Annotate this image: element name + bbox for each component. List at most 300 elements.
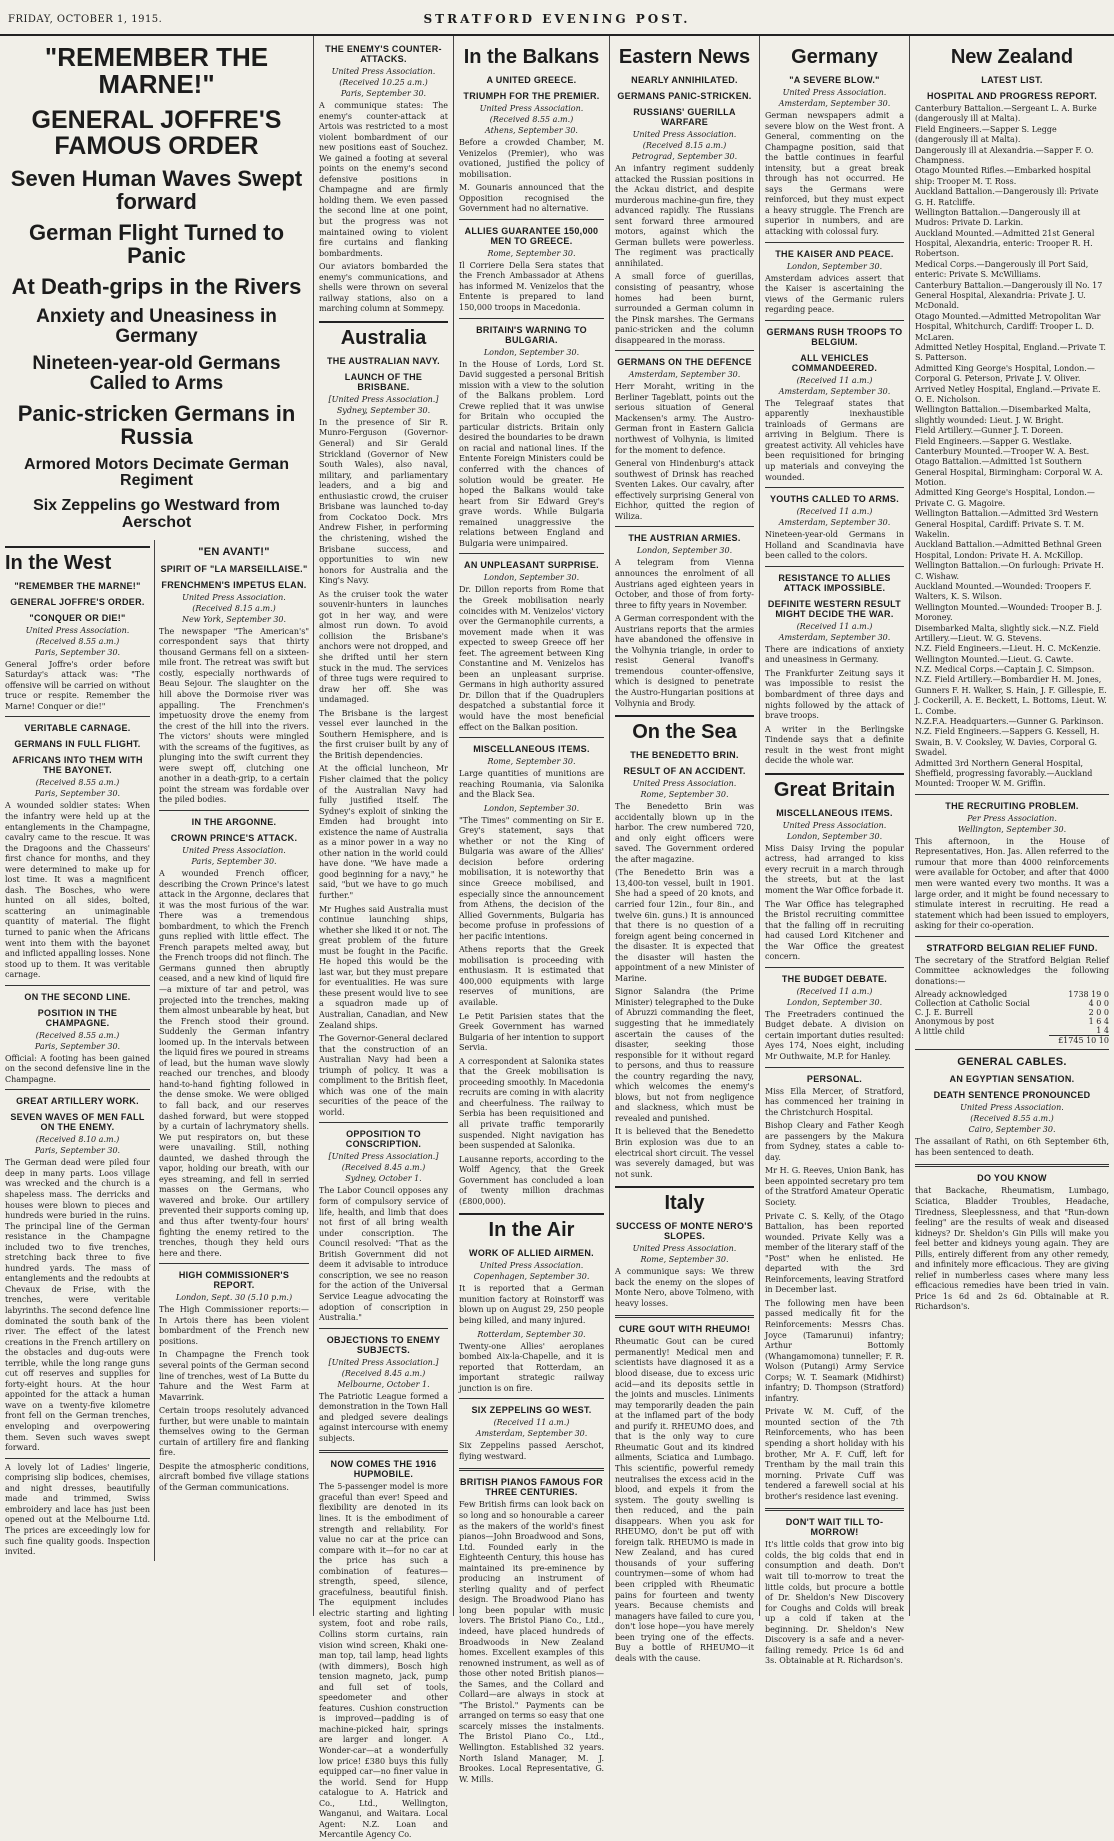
divider bbox=[459, 1398, 604, 1399]
received-line: (Received 11 a.m.) bbox=[796, 621, 873, 631]
divider bbox=[159, 810, 309, 811]
dateline: London, September 30. bbox=[483, 573, 580, 583]
divider bbox=[459, 318, 604, 319]
article-paragraph: A German correspondent with the Austrians reports that the armies have abandoned the offensive in the Volhynia triangle, in order to resist General Ivanoff's tremendous counter-offensive, which is designed to penetrate the Austro-Hungarian positions at Volhynia and Brody. bbox=[615, 614, 754, 708]
article-heading: STRATFORD BELGIAN RELIEF FUND. bbox=[926, 942, 1098, 953]
article-heading: FRENCHMEN'S IMPETUS ELAN. bbox=[161, 579, 307, 590]
list-item: Admitted Netley Hospital, England.—Private T. S. Patterson. bbox=[915, 342, 1106, 363]
dateline: Amsterdam, September 30. bbox=[778, 99, 891, 108]
divider bbox=[765, 242, 904, 243]
headline-armored-motors: Armored Motors Decimate German Regiment bbox=[24, 455, 289, 490]
article-heading: THE ENEMY'S COUNTER-ATTACKS. bbox=[325, 44, 442, 64]
list-item: Admitted 3rd Northern General Hospital, Sheffield, progressing favorably.—Auckland Mounted: Trooper W. M. Griffin. bbox=[915, 758, 1093, 789]
article-paragraph: The assailant of Rathi, on 6th September 6th, has been sentenced to death. bbox=[915, 1137, 1109, 1157]
divider bbox=[459, 219, 604, 220]
section-australia: Australia bbox=[319, 321, 448, 350]
dateline: Wellington, September 30. bbox=[957, 824, 1067, 834]
divider bbox=[915, 794, 1109, 795]
divider bbox=[319, 1328, 448, 1329]
dateline: Rotterdam, September 30. bbox=[477, 1329, 586, 1339]
article-paragraph: Miss Ella Mercer, of Stratford, has commenced her training in the Christchurch Hospital. bbox=[765, 1086, 904, 1117]
article-paragraph: A small force of guerillas, consisting of peasantry, whose homes had been burnt, surrounded a German column in the Pinsk marshes. The Germans panic-stricken and the column disappeared in the morass. bbox=[615, 272, 754, 345]
list-item: Otago Mounted Rifles.—Embarked hospital ship: Trooper M. T. Ross. bbox=[915, 166, 1091, 186]
list-item: Auckland Mounted.—Wounded: Troopers F. Walters, K. S. Wilson. bbox=[915, 581, 1092, 602]
article-paragraph: Signor Salandra (the Prime Minister) telegraphed to the Duke of Abruzzi commanding the fleet, suggesting that he immediately ascertain the causes of the disaster, seeking those responsible for it without regard to persons, and thus to reassure the country regarding the navy, which welcomes the enemy's blows, but not from negligence and slackness, which must be revealed and punished. bbox=[615, 987, 754, 1123]
dateline: Amsterdam, September 30. bbox=[475, 1429, 588, 1439]
article-paragraph: A telegram from Vienna announces the enrolment of all Austrians aged eighteen years in October, and those of from forty-three to fifty years in November. bbox=[615, 558, 754, 610]
article-paragraph: Despite the atmospheric conditions, aircraft bombed five village stations of the German communications. bbox=[159, 1461, 309, 1492]
divider bbox=[5, 1089, 150, 1090]
divider bbox=[459, 1468, 604, 1471]
section-italy: Italy bbox=[615, 1186, 754, 1215]
article-paragraph: A communique says: We threw back the enemy on the slopes of Monte Nero, above Tolmeno, with heavy losses. bbox=[615, 1267, 754, 1308]
column-3 bbox=[454, 36, 610, 1784]
article-heading: LATEST LIST. bbox=[981, 75, 1043, 85]
article-heading: MISCELLANEOUS ITEMS. bbox=[776, 807, 893, 818]
received-line: (Received 8.55 a.m.) bbox=[489, 115, 574, 124]
article-paragraph: Le Petit Parisien states that the Greek Government has warned Bulgaria of her intention to support Servia. bbox=[459, 1011, 604, 1053]
dateline: Cairo, September 30. bbox=[968, 1125, 1056, 1135]
source-line: United Press Association. bbox=[182, 592, 286, 602]
article-paragraph: The Freetraders continued the Budget debate. A division on certain important duties resulted: Ayes 174, Noes eight, including Mr Outhwaite, M.P. for Hanley. bbox=[765, 1009, 904, 1061]
list-item: Canterbury Battalion.—Sergeant L. A. Burke (dangerously ill at Malta). bbox=[915, 104, 1097, 124]
article-paragraph: As the cruiser took the water souvenir-hunters in launches got in her way, and were almost run down. To avoid collision the Brisbane's anchors were not dropped, and she drifted until her stern stuck in the mud. The services of three tugs were required to draw her off. She was undamaged. bbox=[319, 589, 448, 705]
dateline: Rome, September 30. bbox=[487, 248, 576, 258]
article-heading: AN EGYPTIAN SENSATION. bbox=[949, 1074, 1075, 1085]
source-line: [United Press Association.] bbox=[328, 394, 439, 404]
donation-amount: 1 6 4 bbox=[1088, 1017, 1109, 1027]
list-item: Dangerously ill at Alexandria.—Sapper F. O. Champness. bbox=[915, 145, 1094, 165]
article-paragraph: The War Office has telegraphed the Bristol recruiting committee that the falling off in recruiting had caused Lord Kitchener and the War Office the greatest concern. bbox=[765, 899, 904, 962]
headline-nineteen-year-old: Nineteen-year-old Germans Called to Arms bbox=[32, 353, 281, 395]
rheumo-advert-heading: CURE GOUT WITH RHEUMO! bbox=[618, 1324, 751, 1335]
list-item: Auckland Mounted.—Admitted 21st General Hospital, Alexandria, enteric: Trooper R. H. Robertson. bbox=[915, 228, 1095, 259]
list-item: Canterbury Mounted.—Trooper W. A. Best. bbox=[915, 446, 1090, 456]
list-item: Otago Mounted.—Admitted Metropolitan War Hospital, Whitchurch, Cardiff: Trooper L. D. McLaren. bbox=[915, 311, 1101, 342]
source-line: United Press Association. bbox=[632, 130, 737, 139]
headline-german-flight: German Flight Turned to Panic bbox=[28, 220, 285, 269]
dateline: Amsterdam, September 30. bbox=[778, 386, 891, 396]
article-paragraph: Bishop Cleary and Father Keogh are passengers by the Makura from Sydney, states a cable to-day. bbox=[765, 1121, 904, 1162]
headline-remember-marne: "REMEMBER THE MARNE!" bbox=[44, 42, 269, 100]
column-5 bbox=[760, 36, 910, 1666]
article-heading: THE BUDGET DEBATE. bbox=[781, 973, 888, 984]
article-paragraph: Miss Daisy Irving the popular actress, had arranged to kiss every recruit in a march through the streets, but at the last moment the War Office forbade it. bbox=[765, 843, 904, 895]
source-line: United Press Association. bbox=[782, 88, 887, 97]
source-line: United Press Association. bbox=[782, 820, 887, 830]
article-paragraph: Dr. Dillon reports from Rome that the Greek mobilisation nearly coincides with M. Venizelos' victory over the Germanophile currents, a movement made when it was expected to sweep Greece off her feet. The agreement between King Constantine and M. Venizelos has been an unpleasant surprise. Germans in high authority assured Dr. Dillon that if the Quadruplers despatched a substantial force it would have the most beneficial effect on the Balkan position. bbox=[459, 585, 604, 732]
list-item: N.Z. Field Engineers.—Sappers G. Kessell, H. Swain, B. V. Cooksley, W. Davies, Corporal G. Swadel. bbox=[915, 727, 1100, 758]
article-heading: ALLIES GUARANTEE 150,000 MEN TO GREECE. bbox=[464, 225, 599, 246]
article-paragraph: The Benedetto Brin was accidentally blown up in the harbor. The crew numbered 720, and only eight officers were saved. The Government ordered the after magazine. bbox=[615, 802, 754, 864]
article-heading: RUSSIANS' GUERILLA WARFARE bbox=[633, 107, 736, 127]
dateline: Sydney, September 30. bbox=[336, 405, 431, 415]
column-1 bbox=[0, 36, 314, 1616]
article-paragraph: German newspapers admit a severe blow on the West front. A General, commenting on the Champagne position, said that the battle continues in fearful intensity, but a great break through has not occurred. He says the Germans were reinforced, but they must expect a heavy struggle. The French are superior in numbers, and are attacking with colossal fury. bbox=[765, 111, 904, 237]
divider bbox=[319, 1450, 448, 1453]
article-heading: RESISTANCE TO ALLIES ATTACK IMPOSSIBLE. bbox=[778, 572, 891, 593]
donor-name: A little child bbox=[915, 1026, 965, 1036]
table-row bbox=[915, 999, 1109, 1008]
article-paragraph: It is believed that the Benedetto Brin explosion was due to an electrical short circuit. The vessel was severely damaged, but was not sunk. bbox=[615, 1127, 754, 1179]
gin-pills-advert-heading: DO YOU KNOW bbox=[977, 1173, 1047, 1184]
divider bbox=[765, 320, 904, 321]
article-heading: GERMANS PANIC-STRICKEN. bbox=[617, 91, 752, 101]
dateline: London, September 30. bbox=[786, 997, 883, 1007]
article-paragraph: Six Zeppelins passed Aerschot, flying westward. bbox=[459, 1441, 604, 1461]
dateline: Paris, September 30. bbox=[34, 647, 121, 657]
list-item: N.Z. Medical Corps.—Captain J. C. Simpson. bbox=[915, 665, 1095, 675]
article-heading: THE BENEDETTO BRIN. bbox=[630, 750, 739, 761]
article-paragraph: Large quantities of munitions are reaching Roumania, via Salonika and the Black Sea. bbox=[459, 769, 604, 800]
dateline: Paris, September 30. bbox=[191, 856, 277, 866]
column-2 bbox=[314, 36, 454, 1840]
article-paragraph: A wounded soldier states: When the infantry were held up at the entanglements in the Champagne, cavalry came to the rescue. It was the Dragoons and the Chasseurs' first chance for months, and they were determined to make up for lost time. It was a magnificent dash. The Bosches, who were hunted on all sides, bolted, scattering an unimaginable quantity of material. The flight turned to panic when the Africans went into them with the bayonet and inflicted appalling losses. None stood up to them. It was veritable carnage. bbox=[5, 801, 150, 980]
article-paragraph: Mr H. G. Reeves, Union Bank, has been appointed secretary pro tem of the Stratford Amateur Operatic Society. bbox=[765, 1166, 904, 1207]
received-line: (Received 8.45 a.m.) bbox=[341, 1368, 426, 1378]
column-4 bbox=[610, 36, 760, 1663]
divider bbox=[459, 737, 604, 738]
received-line: (Received 8.55 a.m.) bbox=[35, 636, 120, 646]
received-line: (Received 11 a.m.) bbox=[796, 986, 873, 996]
article-heading: GERMANS ON THE DEFENCE bbox=[617, 357, 752, 368]
received-line: (Received 8.55 a.m.) bbox=[970, 1114, 1054, 1124]
received-line: (Received 10.25 a.m.) bbox=[339, 78, 428, 87]
article-heading: "CONQUER OR DIE!" bbox=[29, 612, 126, 623]
section-eastern-news: Eastern News bbox=[618, 46, 751, 68]
article-heading: "REMEMBER THE MARNE!" bbox=[14, 580, 141, 591]
dateline: London, September 30. bbox=[483, 803, 580, 813]
article-paragraph: A correspondent at Salonika states that the Greek mobilisation is proceeding smoothly. In Macedonia recruits are coming in with alacrity and cheerfulness. The railway to Serbia has been requisitioned and all private traffic temporarily suspended. Night navigation has been suspended at Salonika. bbox=[459, 1056, 604, 1151]
received-line: (Received 8.55 a.m.) bbox=[35, 1030, 120, 1040]
article-paragraph: It is reported that a German munition factory at Roinstorff was blown up on August 29, 250 people being killed, and many injured. bbox=[459, 1284, 604, 1326]
source-line: United Press Association. bbox=[960, 1103, 1064, 1113]
dateline: London, Sept. 30 (5.10 p.m.) bbox=[175, 1293, 293, 1303]
hupmobile-advert: The 5-passenger model is more graceful than ever! Speed and flexibility are denoted in its lines. It is the embodiment of strength and reliability. For value no car at the price can compare with it—for no car at the price has such a combination of features—strength, speed, silence, gracefulness, beautiful finish. The equipment includes electric starting and lighting system, foot and robe rails, Collins storm curtains, rain vision wind screen, Khaki one-man top, tail lamp, head lights (with dimmers), Bosch high tension magneto, jack, pump and full set of tools, speedometer and other features. Cushion construction is improved—padding is of machine-picked hair, springs are larger and longer. A Wonder-car—at a wonderfully low price! £380 buys this fully equipped car—no finer value in the world. Send for Hupp catalogue to A. Hatrick and Co., Ltd., Wellington, Wanganui, and Waitara. Local Agent: N.Z. Loan and Mercantile Agency Co. bbox=[319, 1482, 448, 1840]
dateline: Paris, September 30. bbox=[34, 789, 121, 799]
list-item: Otago Battalion.—Admitted 1st Southern General Hospital, Birmingham: Corporal W. A. Motion. bbox=[915, 457, 1103, 488]
divider bbox=[5, 985, 150, 986]
article-heading: AN UNPLEASANT SURPRISE. bbox=[464, 560, 599, 571]
casualty-list bbox=[915, 104, 1109, 790]
section-germany: Germany bbox=[791, 46, 878, 68]
article-paragraph: There are indications of anxiety and uneasiness in Germany. bbox=[765, 644, 904, 665]
donor-name: Anonymous by post bbox=[915, 1017, 995, 1027]
divider bbox=[915, 1164, 1109, 1167]
article-heading: GENERAL JOFFRE'S ORDER. bbox=[10, 596, 145, 607]
divider bbox=[615, 526, 754, 527]
article-heading: THE RECRUITING PROBLEM. bbox=[945, 800, 1079, 811]
article-heading: AFRICANS INTO THEM WITH THE BAYONET. bbox=[12, 755, 143, 776]
received-line: (Received 11 a.m.) bbox=[493, 1418, 570, 1428]
article-paragraph: The Labor Council opposes any form of compulsory service of life, health, and limb that does not first of all bring wealth under conscription. The Council resolved: "That as the British Government did not deem it advisable to introduce conscription, we see no reason for the action of the Universal Service League advocating the adoption of conscription in Australia." bbox=[319, 1186, 448, 1323]
article-paragraph: Mr Hughes said Australia must continue launching ships, whether she liked it or not. The great problem of the future must be fought in the Pacific. He hoped this would be the last war, but they must prepare for eventualities. He was sure these present would live to see a squadron made up of Australian, Canadian, and New Zealand ships. bbox=[319, 904, 448, 1030]
divider bbox=[765, 1508, 904, 1511]
article-paragraph: Our aviators bombarded the enemy's communications, and shells were thrown on several railway stations, also on a marching column at Sommepy. bbox=[319, 262, 448, 314]
divider bbox=[615, 1315, 754, 1318]
donor-name: C. J. E. Burrell bbox=[915, 1008, 974, 1018]
article-heading: OPPOSITION TO CONSCRIPTION. bbox=[345, 1129, 422, 1150]
section-in-the-air: In the Air bbox=[459, 1213, 604, 1242]
divider bbox=[459, 553, 604, 554]
list-item: Field Artillery.—Gunner J. T. Doreen. bbox=[915, 426, 1064, 436]
article-heading: POSITION IN THE CHAMPAGNE. bbox=[37, 1007, 118, 1028]
article-heading: YOUTHS CALLED TO ARMS. bbox=[769, 494, 900, 505]
avant-subcolumn bbox=[159, 540, 309, 1497]
list-item: N.Z. Field Engineers.—Lieut. H. C. McKenzie. bbox=[915, 644, 1101, 654]
article-heading: "EN AVANT!" bbox=[198, 545, 270, 558]
article-heading: BRITAIN'S WARNING TO BULGARIA. bbox=[476, 324, 587, 345]
received-line: (Received 11 a.m.) bbox=[796, 375, 873, 385]
article-heading: DEATH SENTENCE PRONOUNCED bbox=[933, 1090, 1091, 1101]
cough-advert-heading: DON'T WAIT TILL TO-MORROW! bbox=[785, 1517, 884, 1538]
dateline: Paris, September 30. bbox=[340, 89, 427, 98]
source-line: United Press Association. bbox=[182, 845, 286, 855]
article-paragraph: General Joffre's order before Saturday's attack was: "The offensive will be carried on without truce or respite. Remember the Marne! Conquer or die!" bbox=[5, 659, 150, 711]
divider bbox=[615, 350, 754, 351]
section-on-the-sea: On the Sea bbox=[615, 715, 754, 744]
article-heading: THE AUSTRIAN ARMIES. bbox=[628, 533, 741, 544]
donation-amount: 4 0 0 bbox=[1088, 999, 1109, 1009]
divider bbox=[915, 1049, 1109, 1050]
dateline: New York, September 30. bbox=[181, 614, 287, 624]
donor-name bbox=[915, 1036, 1049, 1046]
donation-total: £1745 10 10 bbox=[1049, 1036, 1109, 1046]
table-row bbox=[915, 1036, 1109, 1046]
source-line: United Press Association. bbox=[632, 779, 737, 789]
dateline: London, September 30. bbox=[786, 831, 883, 841]
article-heading: NEARLY ANNIHILATED. bbox=[631, 75, 738, 85]
article-heading: WORK OF ALLIED AIRMEN. bbox=[469, 1248, 594, 1259]
article-paragraph: In the presence of Sir R. Munro-Ferguson (Governor-General) and Sir Gerald Strickland (Governor of New South Wales), also naval, military, and parliamentary leaders, and a big and enthusiastic crowd, the cruiser Brisbane was launched to-day from Cockatoo Dock. Mrs Andrew Fisher, in performing the christening, wished the Brisbane success, and opportunities to win new honors for Australia and the King's Navy. bbox=[319, 417, 448, 586]
source-line: United Press Association. bbox=[479, 1261, 584, 1271]
dateline: Amsterdam, September 30. bbox=[778, 632, 891, 642]
list-item: Auckland Battalion.—Dangerously ill: Private G. H. Ratcliffe. bbox=[915, 187, 1099, 207]
table-row bbox=[915, 1026, 1109, 1036]
dateline: Copenhagen, September 30. bbox=[473, 1272, 590, 1282]
article-paragraph: Amsterdam advices assert that the Kaiser is ascertaining the views of the Germanic rulers regarding peace. bbox=[765, 273, 904, 315]
article-heading: GERMANS IN FULL FLIGHT. bbox=[14, 739, 141, 750]
article-heading: MISCELLANEOUS ITEMS. bbox=[473, 744, 590, 755]
dateline: London, September 30. bbox=[786, 261, 883, 271]
article-heading: LAUNCH OF THE BRISBANE. bbox=[344, 371, 423, 392]
article-heading: OBJECTIONS TO ENEMY SUBJECTS. bbox=[326, 1334, 441, 1355]
donor-name: Already acknowledged bbox=[915, 990, 1008, 1000]
paper-title: STRATFORD EVENING POST. bbox=[423, 12, 691, 26]
divider bbox=[765, 1067, 904, 1068]
dateline: Paris, September 30. bbox=[34, 1041, 121, 1051]
article-paragraph: Private C. S. Kelly, of the Otago Battalion, has been reported wounded. Private Kelly was a member of the literary staff of the "Post" when he enlisted. He departed with the 3rd Reinforcements, leaving Stratford in December last. bbox=[765, 1211, 904, 1295]
received-line: (Received 8.45 a.m.) bbox=[341, 1163, 426, 1173]
table-row bbox=[915, 990, 1109, 999]
dateline: Paris, September 30. bbox=[34, 1146, 121, 1156]
dateline: Athens, September 30. bbox=[485, 126, 578, 135]
list-item: Wellington Battalion.—Dangerously ill at Mudros: Private D. Larkin. bbox=[915, 207, 1081, 228]
article-heading: ALL VEHICLES COMMANDEERED. bbox=[791, 352, 878, 373]
divider bbox=[915, 936, 1109, 937]
dateline: London, September 30. bbox=[483, 347, 580, 357]
article-paragraph: The High Commissioner reports:— In Artois there has been violent bombardment of the French new positions. bbox=[159, 1305, 309, 1346]
gin-pills-advert: that Backache, Rheumatism, Lumbago, Sciatica, Bladder Troubles, Headache, Tiredness, Sleeplessness, and that "Run-down feeling" are the results of weak and diseased kidneys? Dr. Sheldon's Gin Pills will make you feel better and kidneys young again. They are Pills, entirely different from any other remedy, and infinitely more efficacious. They are giving relief in numberless cases where many less efficacious remedies have been tried in vain. Price 1s 6d and 2s 6d. Obtainable at R. Richardson's. bbox=[915, 1186, 1109, 1312]
list-item: Wellington Mounted.—Lieut. G. Cawte. bbox=[915, 654, 1074, 664]
west-section bbox=[5, 540, 308, 1690]
article-heading: HOSPITAL AND PROGRESS REPORT. bbox=[926, 91, 1098, 101]
column-6 bbox=[910, 36, 1114, 1616]
issue-date: FRIDAY, OCTOBER 1, 1915. bbox=[8, 14, 163, 25]
divider bbox=[765, 967, 904, 968]
section-in-the-west: In the West bbox=[5, 546, 150, 575]
dateline: Amsterdam, September 30. bbox=[778, 518, 891, 528]
west-subcolumn bbox=[5, 540, 155, 1561]
list-item: Admitted King George's Hospital, London.—Private C. G. Magoire. bbox=[915, 488, 1095, 508]
list-item: Medical Corps.—Dangerously ill Port Said, enteric: Private S. McWilliams. bbox=[915, 259, 1089, 280]
article-paragraph: Private W. M. Cuff, of the mounted section of the 7th Reinforcements, who has been spending a short holiday with his brother, Mr A. F. Cuff, left for Trentham by the mail train this morning. Private Cuff was tendered a farewell social at his brother's residence last evening. bbox=[765, 1407, 904, 1501]
article-paragraph: Certain troops resolutely advanced further, but were unable to maintain themselves owing to the German curtain of artillery fire and flanking fire. bbox=[159, 1406, 309, 1458]
section-new-zealand: New Zealand bbox=[950, 46, 1074, 68]
divider bbox=[765, 566, 904, 567]
source-line: United Press Association. bbox=[25, 625, 130, 635]
article-paragraph: Herr Moraht, writing in the Berliner Tageblatt, points out the serious situation of General Mackensen's army. The Austro-German front in Eastern Galicia northwest of Volhynia, is limited for the moment to defence. bbox=[615, 382, 754, 455]
article-heading: RESULT OF AN ACCIDENT. bbox=[623, 766, 746, 777]
article-heading: GENERAL CABLES. bbox=[957, 1056, 1067, 1069]
article-heading: TRIUMPH FOR THE PREMIER. bbox=[463, 91, 600, 101]
lingerie-advert: A lovely lot of Ladies' lingerie, comprising slip bodices, chemises, and night dresses, beautifully made and trimmed, Swiss embroidery and lace has just been opened out at the Melbourne Ltd. The prices are exceedingly low for such fine quality goods. Inspection invited. bbox=[5, 1462, 150, 1557]
dateline: Sydney, October 1. bbox=[345, 1174, 422, 1184]
section-great-britain: Great Britain bbox=[765, 773, 904, 802]
received-line: (Received 8.10 a.m.) bbox=[35, 1135, 120, 1145]
article-paragraph: A communique states: The enemy's counter-attack at Artois was restricted to a most violent bombardment of our new positions east of Souchez. We gained a footing at several points on the enemy's second defensive positions in Champagne and are firmly holding them. We even passed the second line at one point, but the progress was not maintained owing to violent fire curtains and flanking bombardments. bbox=[319, 101, 448, 258]
list-item: N.Z.F.A. Headquarters.—Gunner G. Parkinson. bbox=[915, 717, 1104, 727]
article-heading: CROWN PRINCE'S ATTACK. bbox=[170, 832, 298, 843]
dateline: Melbourne, October 1. bbox=[337, 1379, 430, 1389]
rheumo-advert: Rheumatic Gout can be cured permanently! Medical men and scientists have diagnosed it as a blood disease, due to excess uric acid—and its deposits settle in the joints and muscles. Liniments may temporarily deaden the pain at the inflamed part of the body and purify it. RHEUMO does, and that is the only way to cure Rheumatic Gout and its kindred ailments, Sciatica and Lumbago. This scientific, powerful remedy neutralises the excess acid in the blood, and expels it from the system. The gouty swelling is then reduced, and the pain disappears. When you ask for RHEUMO, don't be put off with foreign talk. RHEUMO is made in New Zealand, and has cured thousands of your suffering countrymen—some of whom had been crippled with Rheumatic pains for fourteen and twenty years. Because chemists and managers have failed to cure you, don't lose hope—you have merely been trying one of the effects. Buy a bottle of RHEUMO—it deals with the cause. bbox=[615, 1337, 754, 1663]
list-item: Wellington Battalion.—Disembarked Malta, slightly wounded: Lieut. J. W. Bright. bbox=[915, 405, 1091, 425]
headline-anxiety: Anxiety and Uneasiness in Germany bbox=[36, 305, 277, 347]
article-paragraph: In Champagne the French took several points of the German second line of trenches, west of La Butte du Tahure and the West Farm at Mavarrink. bbox=[159, 1350, 309, 1402]
list-item: N.Z. Field Artillery.—Bombardier H. M. Jones, Gunners F. H. Walker, S. Hain, J. F. Gillespie, E. J. Cockerill, A. E. Beckett, L. Bottoms, Lieut. W. L. Combe. bbox=[915, 675, 1107, 716]
dateline: Rome, September 30. bbox=[487, 757, 576, 767]
article-paragraph: M. Gounaris announced that the Opposition recognised the Government had no alternative. bbox=[459, 183, 604, 214]
article-paragraph: "The Times" commenting on Sir E. Grey's statement, says that whether or not the King of Bulgaria was aware of the Allies' decision before ordering mobilisation, it is noteworthy that since Greece mobilised, and especially since the announcement from Athens, the decision of the Allied Governments, Bulgaria has become profuse in professions of her pacific intentions. bbox=[459, 815, 604, 941]
article-heading: SIX ZEPPELINS GO WEST. bbox=[471, 1405, 592, 1416]
hupmobile-advert-heading: NOW COMES THE 1916 HUPMOBILE. bbox=[330, 1459, 437, 1480]
article-heading: THE KAISER AND PEACE. bbox=[775, 248, 894, 259]
received-line: (Received 8.55 a.m.) bbox=[35, 778, 120, 788]
dateline: London, September 30. bbox=[636, 546, 733, 556]
donation-amount: 2 0 0 bbox=[1088, 1008, 1109, 1018]
article-paragraph: Before a crowded Chamber, M. Venizelos (Premier), who was ovationed, justified the policy of mobilisation. bbox=[459, 138, 604, 179]
article-paragraph: The Patriotic League formed a demonstration in the Town Hall and pledged severe dealings against intercourse with enemy subjects. bbox=[319, 1391, 448, 1443]
article-paragraph: (The Benedetto Brin was a 13,400-ton vessel, built in 1901. She had a speed of 20 knots, and carried four 12in., four 8in., and twelve 6in. guns.) It is announced that there is no question of a foreign agent being concerned in the disaster. It is expected that the disaster will hasten the appointment of a new Minister of Marine. bbox=[615, 868, 754, 983]
article-paragraph: General von Hindenburg's attack southwest of Drinsk has reached Sventen Lakes. Our cavalry, after effectively surprising General von Eichhor, quitted the region of Wiliza. bbox=[615, 459, 754, 521]
headline-six-zeppelins: Six Zeppelins go Westward from Aerschot bbox=[33, 497, 280, 531]
list-item: Disembarked Malta, slightly sick.—N.Z. Field Artillery.—Lieut. W. G. Stevens. bbox=[915, 623, 1099, 643]
donation-amount: 1 4 bbox=[1096, 1026, 1109, 1036]
section-in-the-balkans: In the Balkans bbox=[463, 46, 600, 68]
received-line: (Received 8.15 a.m.) bbox=[642, 141, 727, 150]
article-heading: SUCCESS OF MONTE NERO'S SLOPES. bbox=[615, 1221, 754, 1242]
article-paragraph: The German dead were piled four deep in many parts. Loos village was wrecked and the church is a shapeless mass. The derricks and houses were blown to pieces and hundreds were buried in the ruins. The principal line of the German resistance in the Champagne included two to five trenches, stretching back three to five hundred yards. The mass of entanglements and the redoubts at Chevaux de Frise, with the trenches, were veritable labyrinths. The second defence line dominated the south bank of the river. The effect of the latest creations in the French artillery on the obstacles and dug-outs were terrible, while the long range guns cut off reserves and supplies for forty-eight hours. At the hour appointed for the attack a human wave on a twenty-five kilometre front fell on the German trenches, enveloping and overpowering them. Seven such waves swept forward. bbox=[5, 1158, 150, 1453]
article-paragraph: In the House of Lords, Lord St. David suggested a personal British mission with a view to the solution of the Balkans problem. Lord Crewe replied that it was unwise for Britain who occupied the particular districts. Britain only desired the boundaries to be drawn on racial and national lines. If the Entente Foreign Ministers could be conferred with the chances of solution would be greater. He hoped the Balkans would take heart from Sir Edward Grey's grave words. While Bulgaria remained unaggressive the relations between England and Bulgaria were unimpaired. bbox=[459, 359, 604, 548]
article-heading: PERSONAL. bbox=[806, 1073, 863, 1084]
dateline: Rome, September 30. bbox=[640, 1255, 729, 1265]
dateline: Amsterdam, September 30. bbox=[628, 370, 741, 380]
donations-table bbox=[915, 990, 1109, 1045]
columns bbox=[0, 36, 1114, 1840]
cough-advert: It's little colds that grow into big colds, the big colds that end in consumption and death. Don't wait till to-morrow to treat the little colds, but procure a bottle of Dr. Sheldon's New Discovery for Coughs and Colds will break up a cold if taken at the beginning. Dr. Sheldon's New Discovery is a safe and a never-failing remedy. Price 1s 6d and 3s. Obtainable at R. Richardson's. bbox=[765, 1540, 904, 1666]
article-heading: SPIRIT OF "LA MARSEILLAISE." bbox=[160, 563, 308, 574]
table-row bbox=[915, 1008, 1109, 1017]
source-line: United Press Association. bbox=[479, 104, 584, 113]
headline-joffre-order: GENERAL JOFFRE'S FAMOUS ORDER bbox=[31, 105, 282, 160]
article-heading: HIGH COMMISSIONER'S REPORT. bbox=[178, 1270, 290, 1291]
divider bbox=[5, 1458, 150, 1459]
list-item: Wellington Mounted.—Wounded: Trooper B. J. Moroney. bbox=[915, 602, 1103, 623]
list-item: Auckland Battalion.—Admitted Bethnal Green Hospital, London: Private H. A. McKillop. bbox=[915, 540, 1102, 560]
article-heading: IN THE ARGONNE. bbox=[191, 816, 277, 827]
list-item: Field Engineers.—Sapper G. Westlake. bbox=[915, 436, 1072, 446]
dateline: Rome, September 30. bbox=[640, 790, 729, 800]
article-heading: SEVEN WAVES OF MEN FALL ON THE ENEMY. bbox=[10, 1112, 145, 1133]
article-paragraph: Il Corriere Della Sera states that the French Ambassador at Athens has informed M. Venizelos that the Entente is prepared to land 150,000 troops in Macedonia. bbox=[459, 260, 604, 313]
divider bbox=[5, 716, 150, 717]
article-paragraph: This afternoon, in the House of Representatives, Hon. Jas. Allen referred to the rumour that more than 4000 reinforcements were available for October, and after that 4000 men were wanted every two months. It was a large order, and it might be found necessary to stimulate interest in recruiting. He read a statement which had been issued to employers, asking for their co-operation. bbox=[915, 836, 1109, 931]
article-paragraph: The newspaper "The American's" correspondent says that thirty thousand Germans fell on a sixteen-mile front. The retreat was swift but costly, especially northwards of Beau Sejour. The slaughter on the hill above the Dormoise river was appalling. The Frenchmen's impetuosity drove the enemy from the crest of the hill into the rivers. The victors' shouts were mingled with the screams of the fugitives, as plunging into the swift current they were swept off, clutching one another in a death-grip, to a certain point the stream was fordable over the piled bodies. bbox=[159, 626, 309, 805]
article-paragraph: Twenty-one Allies' aeroplanes bombed Aix-la-Chapelle, and it is reported that Rotterdam, an important strategic railway junction is on fire. bbox=[459, 1341, 604, 1393]
article-paragraph: The Frankfurter Zeitung says it was impossible to resist the bombardment of three days and nights followed by the attack of brave troops. bbox=[765, 668, 904, 721]
headline-human-waves: Seven Human Waves Swept forward bbox=[10, 166, 303, 215]
article-paragraph: The Brisbane is the largest vessel ever launched in the Southern Hemisphere, and is the first cruiser built by any of the British dependencies. bbox=[319, 708, 448, 760]
headline-panic-russia: Panic-stricken Germans in Russia bbox=[17, 401, 296, 450]
article-heading: "A SEVERE BLOW." bbox=[789, 75, 880, 85]
article-heading: ON THE SECOND LINE. bbox=[24, 991, 131, 1002]
article-heading: DEFINITE WESTERN RESULT MIGHT DECIDE THE WAR. bbox=[767, 598, 902, 619]
table-row bbox=[915, 1017, 1109, 1026]
received-line: (Received 11 a.m.) bbox=[796, 507, 873, 517]
list-item: Wellington Battalion.—Admitted 3rd Western General Hospital, Cardiff: Private S. T. M. Wakelin. bbox=[915, 509, 1099, 540]
article-heading: GERMANS RUSH TROOPS TO BELGIUM. bbox=[766, 326, 903, 347]
divider bbox=[159, 1263, 309, 1264]
source-line: [United Press Association.] bbox=[328, 1152, 439, 1162]
source-line: United Press Association. bbox=[632, 1244, 737, 1254]
donor-name: Collection at Catholic Social bbox=[915, 999, 1030, 1009]
article-paragraph: At the official luncheon, Mr Fisher claimed that the policy of the Australian Navy had fully justified itself. The Sydney's exploit of sinking the Emden had brought into existence the name of Australia as a minor power in a way no other nation in the world could have done. "We have made a good beginning for a navy," he said, "but we have to go much further." bbox=[319, 764, 448, 900]
article-heading: A UNITED GREECE. bbox=[486, 75, 577, 85]
article-paragraph: A wounded French officer, describing the Crown Prince's latest attack in the Argonne, declares that it was the most furious of the war. There was a tremendous bombardment, to which the French guns replied with little effect. The French parapets melted away, but the French troops did not flinch. The Germans gunned then abruptly ceased, and a new kind of liquid fire—a mixture of tar and petrol, was projected into the trenches, making them almost unbearable by heat, but the French stood their ground. Suddenly the German infantry loomed up. In the intervals between the liquid fires we poured in streams of lead, but the human wave slowly reached our trenches, and bloody hand-to-hand fighting followed in the dense smoke. We were obliged to fall back, and our reserves dashed forward, but were stopped by a curtain of lachrymatory shells. We put respirators on, but these were unavailing. Still, nothing daunted, we dashed through the vapor, holding our breath, with our eyes streaming, and fell in serried masses on the Germans, who wavered and broke. Our artillery prevented their supports coming up, and thus after twenty-four hours' fighting the enemy retired to the trenches, though they held ours here and there. bbox=[159, 868, 309, 1258]
article-heading: VERITABLE CARNAGE. bbox=[24, 723, 131, 734]
source-line: Per Press Association. bbox=[967, 813, 1057, 823]
source-line: [United Press Association.] bbox=[328, 1357, 439, 1367]
piano-advert-heading: BRITISH PIANOS FAMOUS FOR THREE CENTURIES. bbox=[459, 1477, 603, 1498]
article-paragraph: The secretary of the Stratford Belgian Relief Committee acknowledges the following donations:— bbox=[915, 955, 1109, 986]
dateline: Petrograd, September 30. bbox=[631, 152, 738, 161]
headline-death-grips: At Death-grips in the Rivers bbox=[11, 274, 302, 300]
masthead bbox=[0, 0, 1114, 36]
divider bbox=[765, 487, 904, 488]
source-line: United Press Association. bbox=[331, 67, 436, 76]
article-paragraph: An infantry regiment suddenly attacked the Russian positions in the Ackau district, and despite murderous machine-gun fire, they advanced rapidly. The Russians sent forward three armoured motors, against which the German bullets were powerless. The regiment was practically annihilated. bbox=[615, 164, 754, 268]
article-paragraph: The Telegraaf states that apparently inexhaustible trainloads of Germans are arriving in Belgium. There is greatest activity. All vehicles have been requisitioned for bringing up materials and conveying the wounded. bbox=[765, 398, 904, 482]
list-item: Admitted King George's Hospital, London.—Corporal G. Peterson, Private J. V. Oliver. bbox=[915, 363, 1095, 384]
list-item: Field Engineers.—Sapper S. Legge (dangerously ill at Malta). bbox=[915, 124, 1057, 145]
received-line: (Received 8.15 a.m.) bbox=[192, 603, 276, 613]
article-paragraph: Nineteen-year-old Germans in Holland and Scandinavia have been called to the colors. bbox=[765, 530, 904, 561]
donation-amount: 1738 19 0 bbox=[1068, 990, 1109, 1000]
article-paragraph: A writer in the Berlingske Tindende says that a definite result in the west front might decide the whole war. bbox=[765, 724, 904, 766]
article-paragraph: The following men have been passed medically fit for the Reinforcements: Messrs Chas. Joyce (Tamarunui) infantry; Arthur Bottomly (Whangamomona) tunneller; F. R. Wolson (Putangi) Army Service Corps; W. T. Seamark (Midhirst) infantry; D. Thompson (Stratford) infantry. bbox=[765, 1298, 904, 1403]
list-item: Wellington Battalion.—On furlough: Private H. C. Wishaw. bbox=[915, 561, 1104, 581]
article-paragraph: Athens reports that the Greek mobilisation is proceeding with enthusiasm. It is estimated that 400,000 equipments with large reserves of munitions, are available. bbox=[459, 945, 604, 1007]
